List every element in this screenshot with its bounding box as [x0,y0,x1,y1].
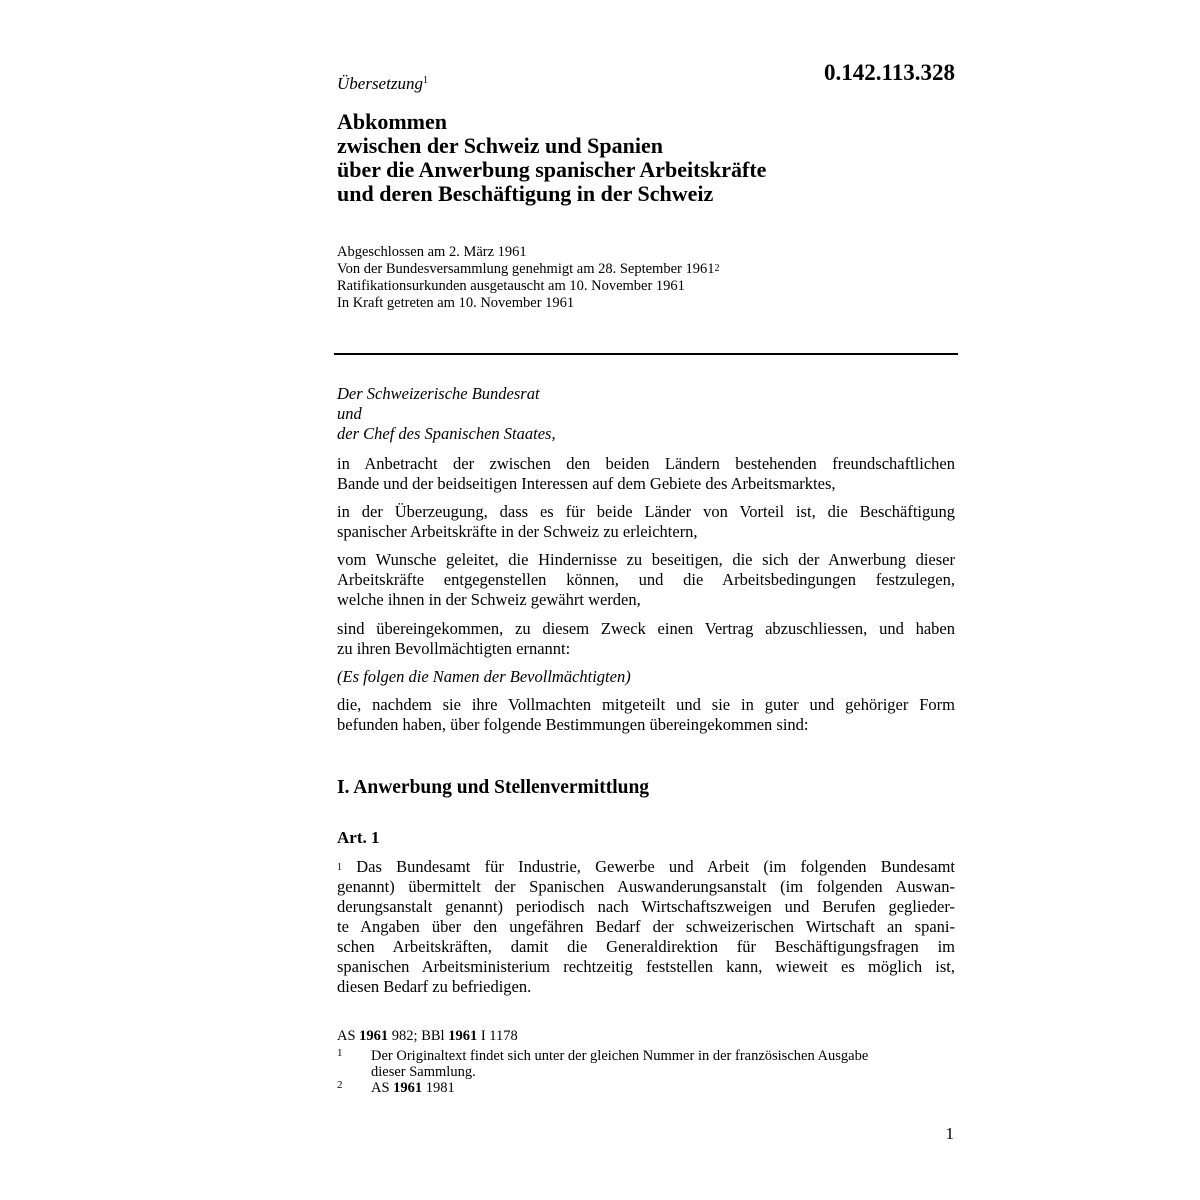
sr-number: 0.142.113.328 [824,60,955,85]
footnote-number: 2 [337,1079,343,1091]
text-line: diesen Bedarf zu befriedigen. [337,977,532,996]
source-as-page: 982; BBl [391,1028,445,1044]
source-reference [337,1028,955,1044]
title-line: über die Anwerbung spanischer Arbeitskräfte [337,157,767,182]
preamble-paragraph-2 [337,502,955,542]
footnotes [337,1028,955,1096]
footnote-year: 1961 [393,1080,423,1096]
treaty-metadata [337,244,719,312]
text-line: in Anbetracht der zwischen den beiden Ländern bestehenden freundschaftlichen [337,454,955,473]
text-line: befunden haben, über folgende Bestimmungen übereingekommen sind: [337,715,809,734]
page-number: 1 [945,1124,954,1143]
footnote-as: AS [371,1080,390,1096]
text-line: Bande und der beidseitigen Interessen auf dem Gebiete des Arbeitsmarktes, [337,474,836,493]
meta-approved-text: Von der Bundesversammlung genehmigt am 28. September 1961 [337,261,715,277]
party-line: und [337,404,362,423]
preamble-parties [337,384,955,444]
title-line: zwischen der Schweiz und Spanien [337,133,663,158]
title-line: und deren Beschäftigung in der Schweiz [337,181,714,206]
text-line: spanischen Arbeitsministerium rechtzeitig feststellen kann, wieweit es möglich ist, [337,957,955,976]
translation-label-text: Übersetzung [337,74,423,93]
text-line: vom Wunsche geleitet, die Hindernisse zu beseitigen, die sich der Anwerbung dieser [337,550,955,569]
footnote-ref-1[interactable]: 1 [422,75,428,86]
text-line: derungsanstalt genannt) periodisch nach Wirtschaftszweigen und Berufen geglieder- [337,897,955,916]
meta-concluded: Abgeschlossen am 2. März 1961 [337,244,527,260]
text-line: schen Arbeitskräften, damit die Generaldirektion für Beschäftigungsfragen im [337,937,955,956]
footnote-1 [337,1048,955,1080]
paragraph-number: 1 [337,862,342,873]
party-line: der Chef des Spanischen Staates, [337,424,556,443]
party-line: Der Schweizerische Bundesrat [337,384,540,403]
header-divider [334,353,958,355]
text-line: welche ihnen in der Schweiz gewährt werden, [337,590,641,609]
preamble-paragraph-1 [337,454,955,494]
footnote-line: dieser Sammlung. [371,1064,476,1080]
text-line [337,857,955,877]
source-as: AS [337,1028,356,1044]
text-line-content: Das Bundesamt für Industrie, Gewerbe und Arbeit (im folgenden Bundesamt [356,857,956,876]
text-line: sind übereingekommen, zu diesem Zweck einen Vertrag abzuschliessen, und haben [337,619,955,638]
plenipotentiaries-note: (Es folgen die Namen der Bevollmächtigten) [337,667,631,686]
footnote-number: 1 [337,1047,343,1059]
footnote-ref-2[interactable]: 2 [714,263,720,274]
footnote-2 [337,1080,955,1096]
title-line: Abkommen [337,109,448,134]
meta-ratified: Ratifikationsurkunden ausgetauscht am 10. November 1961 [337,278,685,294]
source-bbl-page: I 1178 [480,1028,518,1044]
text-line: spanischer Arbeitskräfte in der Schweiz zu erleichtern, [337,522,698,541]
footnote-page: 1981 [425,1080,455,1096]
preamble-paragraph-3 [337,550,955,610]
text-line: die, nachdem sie ihre Vollmachten mitgeteilt und sie in guter und gehöriger Form [337,695,955,714]
text-line: Arbeitskräfte entgegenstellen können, und die Arbeitsbedingungen festzulegen, [337,570,955,589]
text-line: genannt) übermittelt der Spanischen Auswanderungsanstalt (im folgenden Auswan- [337,877,955,896]
text-line: in der Überzeugung, dass es für beide Länder von Vorteil ist, die Beschäftigung [337,502,955,521]
footnote-line: Der Originaltext findet sich unter der gleichen Nummer in der französischen Ausgabe [371,1048,869,1064]
meta-in-force: In Kraft getreten am 10. November 1961 [337,295,575,311]
preamble-paragraph-4 [337,619,955,659]
text-line: zu ihren Bevollmächtigten ernannt: [337,639,571,658]
source-bbl-year: 1961 [448,1028,478,1044]
source-as-year: 1961 [359,1028,389,1044]
article-heading: Art. 1 [337,828,380,847]
text-line: te Angaben über den ungefähren Bedarf der schweizerischen Wirtschaft an spani- [337,917,955,936]
translation-label [337,74,428,94]
meta-approved [337,261,719,278]
section-heading: I. Anwerbung und Stellenvermittlung [337,777,650,798]
article-1-paragraph [337,857,955,997]
document-title [337,110,957,206]
preamble-paragraph-6 [337,695,955,735]
